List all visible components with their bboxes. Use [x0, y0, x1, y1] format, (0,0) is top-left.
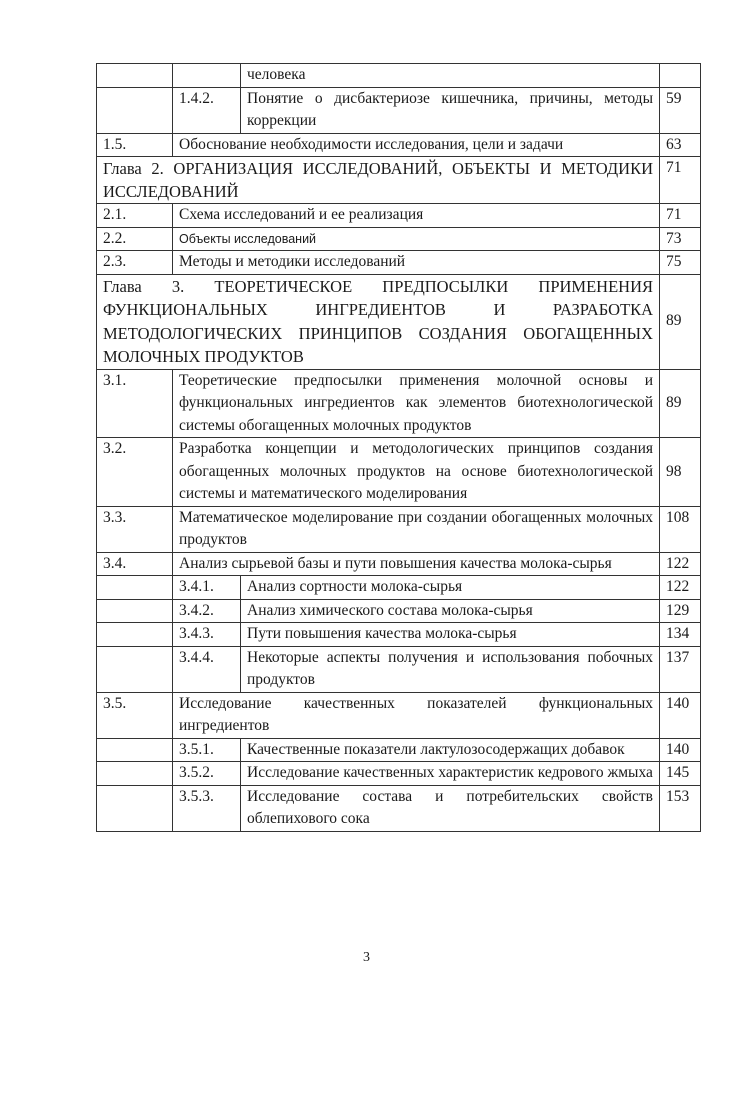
- toc-title: Объекты исследований: [173, 227, 660, 251]
- toc-row: [97, 785, 701, 831]
- toc-title: Схема исследований и ее реализация: [173, 204, 660, 228]
- toc-row: [97, 599, 701, 623]
- toc-number: 3.5.1.: [173, 738, 241, 762]
- toc-number: 3.2.: [97, 438, 173, 507]
- toc-page: 134: [660, 623, 701, 647]
- toc-empty-cell: [97, 576, 173, 600]
- toc-title: Некоторые аспекты получения и использования побочных продуктов: [241, 646, 660, 692]
- toc-number: 3.4.2.: [173, 599, 241, 623]
- toc-row: [97, 251, 701, 275]
- page-number: 3: [363, 950, 370, 965]
- toc-number: 3.4.1.: [173, 576, 241, 600]
- toc-empty-cell: [97, 64, 173, 88]
- toc-empty-cell: [173, 64, 241, 88]
- toc-page: 122: [660, 552, 701, 576]
- toc-row: [97, 646, 701, 692]
- toc-chapter-row: [97, 274, 701, 369]
- toc-row: [97, 623, 701, 647]
- toc-page: 73: [660, 227, 701, 251]
- toc-page: 75: [660, 251, 701, 275]
- toc-empty-cell: [97, 646, 173, 692]
- toc-row: [97, 692, 701, 738]
- toc-empty-cell: [97, 87, 173, 133]
- toc-page: 71: [660, 204, 701, 228]
- toc-number: 3.5.3.: [173, 785, 241, 831]
- toc-title: Исследование качественных показателей функциональных ингредиентов: [173, 692, 660, 738]
- toc-number: 3.5.2.: [173, 762, 241, 786]
- toc-page: 89: [660, 369, 701, 438]
- toc-page: 63: [660, 133, 701, 157]
- toc-number: 2.2.: [97, 227, 173, 251]
- toc-number: 1.4.2.: [173, 87, 241, 133]
- toc-title: Теоретические предпосылки применения молочной основы и функциональных ингредиентов как элементов биотехнологической системы обогащенных молочных продуктов: [173, 369, 660, 438]
- toc-page: 59: [660, 87, 701, 133]
- toc-page: 145: [660, 762, 701, 786]
- toc-empty-cell: [97, 785, 173, 831]
- toc-number: 3.4.3.: [173, 623, 241, 647]
- toc-row: [97, 552, 701, 576]
- toc-title: Разработка концепции и методологических принципов создания обогащенных молочных продуктов на основе биотехнологической системы и математического моделирования: [173, 438, 660, 507]
- toc-page: 71: [660, 157, 701, 204]
- toc-page: 98: [660, 438, 701, 507]
- toc-chapter-title: Глава 3. ТЕОРЕТИЧЕСКОЕ ПРЕДПОСЫЛКИ ПРИМЕНЕНИЯ ФУНКЦИОНАЛЬНЫХ ИНГРЕДИЕНТОВ И РАЗРАБОТКА МЕТОДОЛОГИЧЕСКИХ ПРИНЦИПОВ СОЗДАНИЯ ОБОГАЩЕННЫХ МОЛОЧНЫХ ПРОДУКТОВ: [97, 274, 660, 369]
- toc-number: 1.5.: [97, 133, 173, 157]
- toc-page: 140: [660, 692, 701, 738]
- toc-page: 122: [660, 576, 701, 600]
- table-of-contents: [96, 63, 701, 832]
- toc-number: 2.3.: [97, 251, 173, 275]
- toc-empty-cell: [97, 599, 173, 623]
- toc-row: [97, 438, 701, 507]
- toc-row: [97, 506, 701, 552]
- toc-row: [97, 87, 701, 133]
- toc-title: Понятие о дисбактериозе кишечника, причины, методы коррекции: [241, 87, 660, 133]
- toc-chapter-row: [97, 157, 701, 204]
- toc-empty-cell: [97, 762, 173, 786]
- toc-row: [97, 738, 701, 762]
- toc-title: человека: [241, 64, 660, 88]
- toc-empty-cell: [97, 738, 173, 762]
- toc-row: [97, 762, 701, 786]
- toc-title: Анализ сортности молока-сырья: [241, 576, 660, 600]
- toc-title: Пути повышения качества молока-сырья: [241, 623, 660, 647]
- toc-number: 3.1.: [97, 369, 173, 438]
- toc-number: 3.4.4.: [173, 646, 241, 692]
- toc-row: [97, 576, 701, 600]
- toc-title: Качественные показатели лактулозосодержащих добавок: [241, 738, 660, 762]
- toc-title: Исследование качественных характеристик кедрового жмыха: [241, 762, 660, 786]
- toc-empty-cell: [97, 623, 173, 647]
- toc-page: 137: [660, 646, 701, 692]
- toc-row: [97, 133, 701, 157]
- toc-title: Анализ химического состава молока-сырья: [241, 599, 660, 623]
- toc-number: 2.1.: [97, 204, 173, 228]
- toc-row: [97, 227, 701, 251]
- toc-page: 89: [660, 274, 701, 369]
- toc-page: 140: [660, 738, 701, 762]
- toc-number: 3.5.: [97, 692, 173, 738]
- toc-row: [97, 64, 701, 88]
- toc-row: [97, 369, 701, 438]
- toc-chapter-title: Глава 2. ОРГАНИЗАЦИЯ ИССЛЕДОВАНИЙ, ОБЪЕКТЫ И МЕТОДИКИ ИССЛЕДОВАНИЙ: [97, 157, 660, 204]
- toc-row: [97, 204, 701, 228]
- toc-title: Математическое моделирование при создании обогащенных молочных продуктов: [173, 506, 660, 552]
- toc-page: 108: [660, 506, 701, 552]
- toc-number: 3.4.: [97, 552, 173, 576]
- toc-title: Методы и методики исследований: [173, 251, 660, 275]
- toc-title: Анализ сырьевой базы и пути повышения качества молока-сырья: [173, 552, 660, 576]
- toc-page: [660, 64, 701, 88]
- toc-page: 153: [660, 785, 701, 831]
- toc-page: 129: [660, 599, 701, 623]
- toc-title: Обоснование необходимости исследования, цели и задачи: [173, 133, 660, 157]
- toc-title: Исследование состава и потребительских свойств облепихового сока: [241, 785, 660, 831]
- toc-number: 3.3.: [97, 506, 173, 552]
